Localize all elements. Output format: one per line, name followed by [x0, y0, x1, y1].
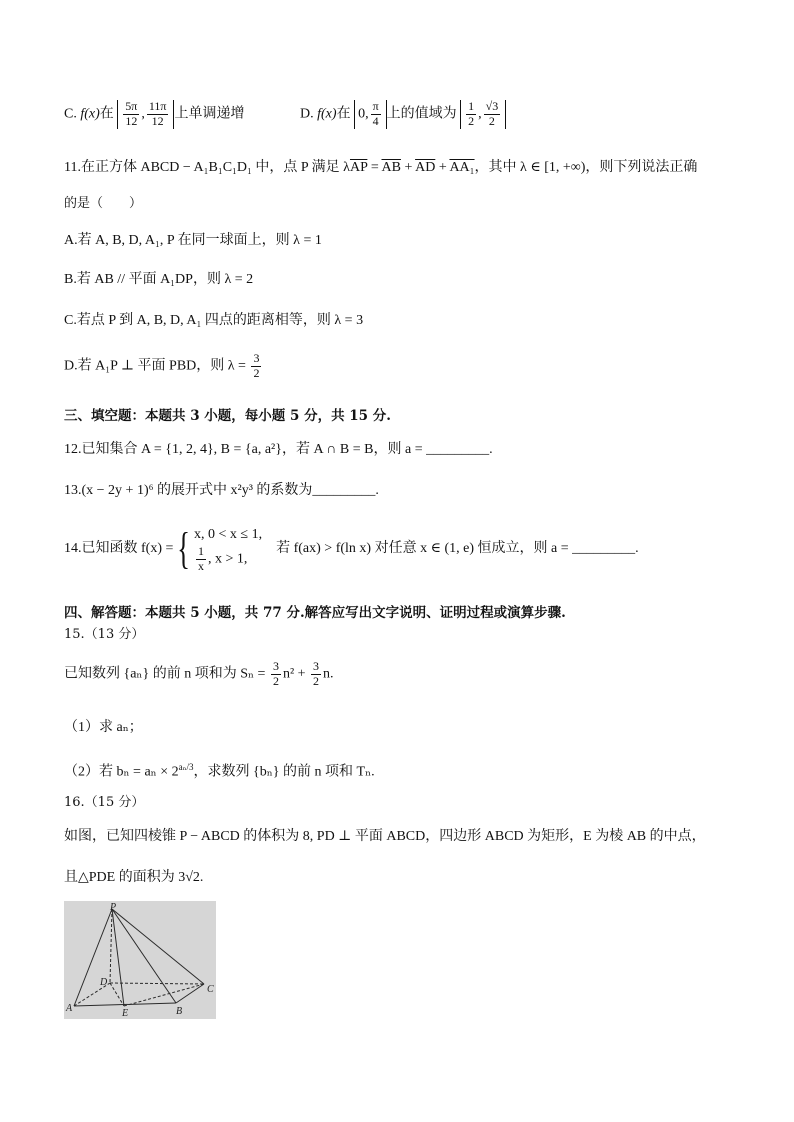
edge-pd [110, 909, 112, 983]
q10-option-d: D. f(x)在 0, $\frac{\pi}{4}$ 上的值域为 $\frac{1}{2}$ , $\frac{√3}{2}$ [300, 100, 506, 129]
q14: 14.已知函数 f(x) ={ x, 0 < x ≤ 1, $\frac{1}{x}$ , x > 1, 若 f(ax) > f(ln x) 对任意 x ∈ (1, e) 恒成立，则 a = _________. [64, 523, 639, 573]
piecewise-brace: { [177, 523, 191, 573]
q11-option-d: D.若 A₁P ⊥ 平面 PBD，则 λ = $\frac{3}{2}$ [64, 351, 260, 380]
pyramid-figure [64, 901, 216, 1019]
interval-bracket: $\frac{5\pi}{12}$ , $\frac{11\pi}{12}$ [117, 100, 174, 129]
edge-bc [176, 984, 204, 1003]
q15-part-1: （1）求 aₙ； [64, 720, 143, 735]
pyramid-diagram [64, 901, 216, 1019]
q11-stem-cont: 的是（ ） [64, 196, 143, 211]
q15-part-2: （2）若 $b_n = a_n \times 2^{a_n/3}$，求数列 {bₙ} 的前 n 项和 Tₙ. [64, 762, 375, 780]
section-3-title: 三、填空题：本题共 3 小题，每小题 5 分，共 15 分. [64, 408, 391, 424]
edge-pa [74, 909, 112, 1006]
label-p: P [110, 902, 117, 913]
edge-dc [110, 983, 204, 984]
q11-option-b: B.若 AB // 平面 A₁DP，则 λ = 2 [64, 272, 254, 287]
q12: 12.已知集合 A = {1, 2, 4}, B = {a, a²}，若 A ∩ B = B，则 a = _________. [64, 442, 493, 457]
label-c: C [207, 984, 214, 995]
label-e: E [122, 1008, 129, 1019]
q13: 13.(x − 2y + 1)⁶ 的展开式中 x²y³ 的系数为_________. [64, 483, 379, 498]
q15-stem: 已知数列 {aₙ} 的前 n 项和为 Sₙ = $\frac{3}{2}$ n² + $\frac{3}{2}$ n. [64, 659, 334, 688]
edge-ec [124, 984, 204, 1006]
section-4-title: 四、解答题：本题共 5 小题，共 77 分.解答应写出文字说明、证明过程或演算步骤. [64, 605, 566, 621]
label-d: D [100, 977, 108, 988]
range-bracket: $\frac{1}{2}$ , $\frac{√3}{2}$ [460, 100, 506, 129]
q16-stem: 如图，已知四棱锥 P − ABCD 的体积为 8, PD ⊥ 平面 ABCD，四边形 ABCD 为矩形，E 为棱 AB 的中点， [64, 829, 706, 844]
q11-stem: 11.在正方体 ABCD − A₁B₁C₁D₁ 中，点 P 满足 $\lambda\overline{AP} = \overline{AB} + \overline{AD} + AA_1$，其中 λ ∈ [1, +∞)，则下列说法正确 [64, 160, 698, 175]
label-b: B [176, 1006, 183, 1017]
q10-option-c: C. f(x)在 $\frac{5\pi}{12}$ , $\frac{11\pi}{12}$ 上单调递增 [64, 99, 245, 128]
q16-stem-cont: 且△PDE 的面积为 3√2. [64, 870, 204, 885]
interval-bracket: 0, $\frac{\pi}{4}$ [354, 100, 387, 129]
q11-option-c: C.若点 P 到 A, B, D, A₁ 四点的距离相等，则 λ = 3 [64, 313, 364, 328]
label-a: A [66, 1003, 73, 1014]
q11-option-a: A.若 A, B, D, A₁, P 在同一球面上，则 λ = 1 [64, 233, 322, 248]
q15-header: 15.（13 分） [64, 627, 145, 642]
edge-pc [112, 909, 204, 984]
q16-header: 16.（15 分） [64, 795, 145, 810]
